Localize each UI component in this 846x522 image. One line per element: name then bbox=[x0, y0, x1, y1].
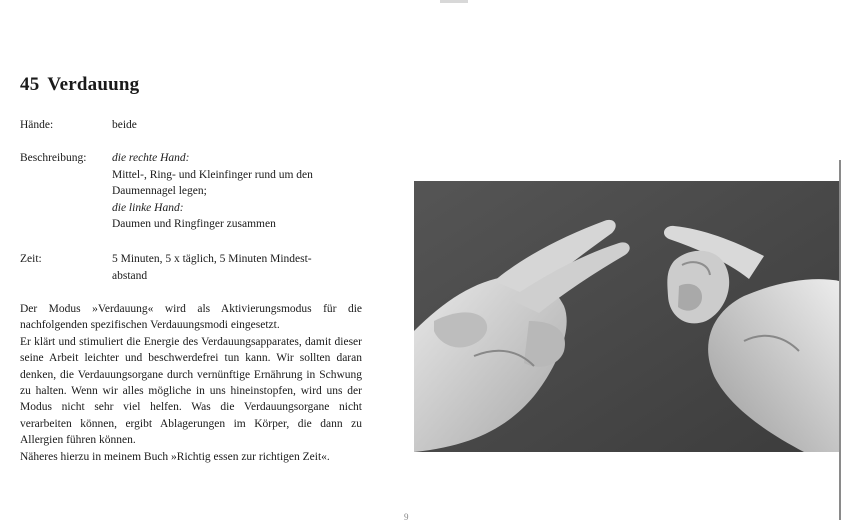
left-hand-line1: Daumen und Ringfinger zusammen bbox=[112, 218, 276, 230]
title-text: Verdauung bbox=[47, 74, 140, 95]
body-text bbox=[20, 301, 362, 465]
body-paragraph-3: Näheres hierzu in meinem Buch »Richtig essen zur richtigen Zeit«. bbox=[20, 450, 330, 463]
zeit-line2: abstand bbox=[112, 269, 148, 282]
haende-label: Hände: bbox=[20, 119, 54, 131]
hands-photo bbox=[414, 181, 839, 452]
body-paragraph-2: Er klärt und stimuliert die Energie des Verdauungsapparates, damit dieser seine Arbeit leichter und beschwerdefrei tun kann. Wir sollten daran denken, die Verdauungsorgane durch vernünftige Ernährung in Schwung zu halten. Wenn wir alles mögliche in uns hineinstopfen, wird uns der Modus nicht sehr viel helfen. Was die Verdauungsorgane nicht verarbeiten können, ergibt Ablagerungen im Körper, die dann zu Allergien führen können. bbox=[20, 335, 362, 447]
page-edge-shadow bbox=[839, 160, 841, 520]
right-hand-line2: Daumennagel legen; bbox=[112, 185, 207, 197]
haende-value: beide bbox=[112, 119, 137, 131]
zeit-line1: 5 Minuten, 5 x täglich, 5 Minuten Mindest- bbox=[112, 253, 312, 265]
beschreibung-label: Beschreibung: bbox=[20, 152, 87, 164]
page-title bbox=[20, 74, 139, 96]
right-hand-line1: Mittel-, Ring- und Kleinfinger rund um den bbox=[112, 168, 313, 181]
body-paragraph-1: Der Modus »Verdauung« wird als Aktivierungsmodus für die nachfolgenden spezifischen Verdauungsmodi eingesetzt. bbox=[20, 303, 362, 332]
page-mark: 9 bbox=[404, 512, 409, 522]
left-hand-label: die linke Hand: bbox=[112, 201, 184, 214]
right-hand-label: die rechte Hand: bbox=[112, 152, 190, 164]
zeit-label: Zeit: bbox=[20, 253, 42, 265]
hands-illustration bbox=[414, 181, 839, 452]
zeit-value bbox=[112, 251, 362, 284]
scan-artifact bbox=[440, 0, 468, 3]
beschreibung-value bbox=[112, 150, 362, 233]
title-number: 45 bbox=[20, 74, 40, 95]
